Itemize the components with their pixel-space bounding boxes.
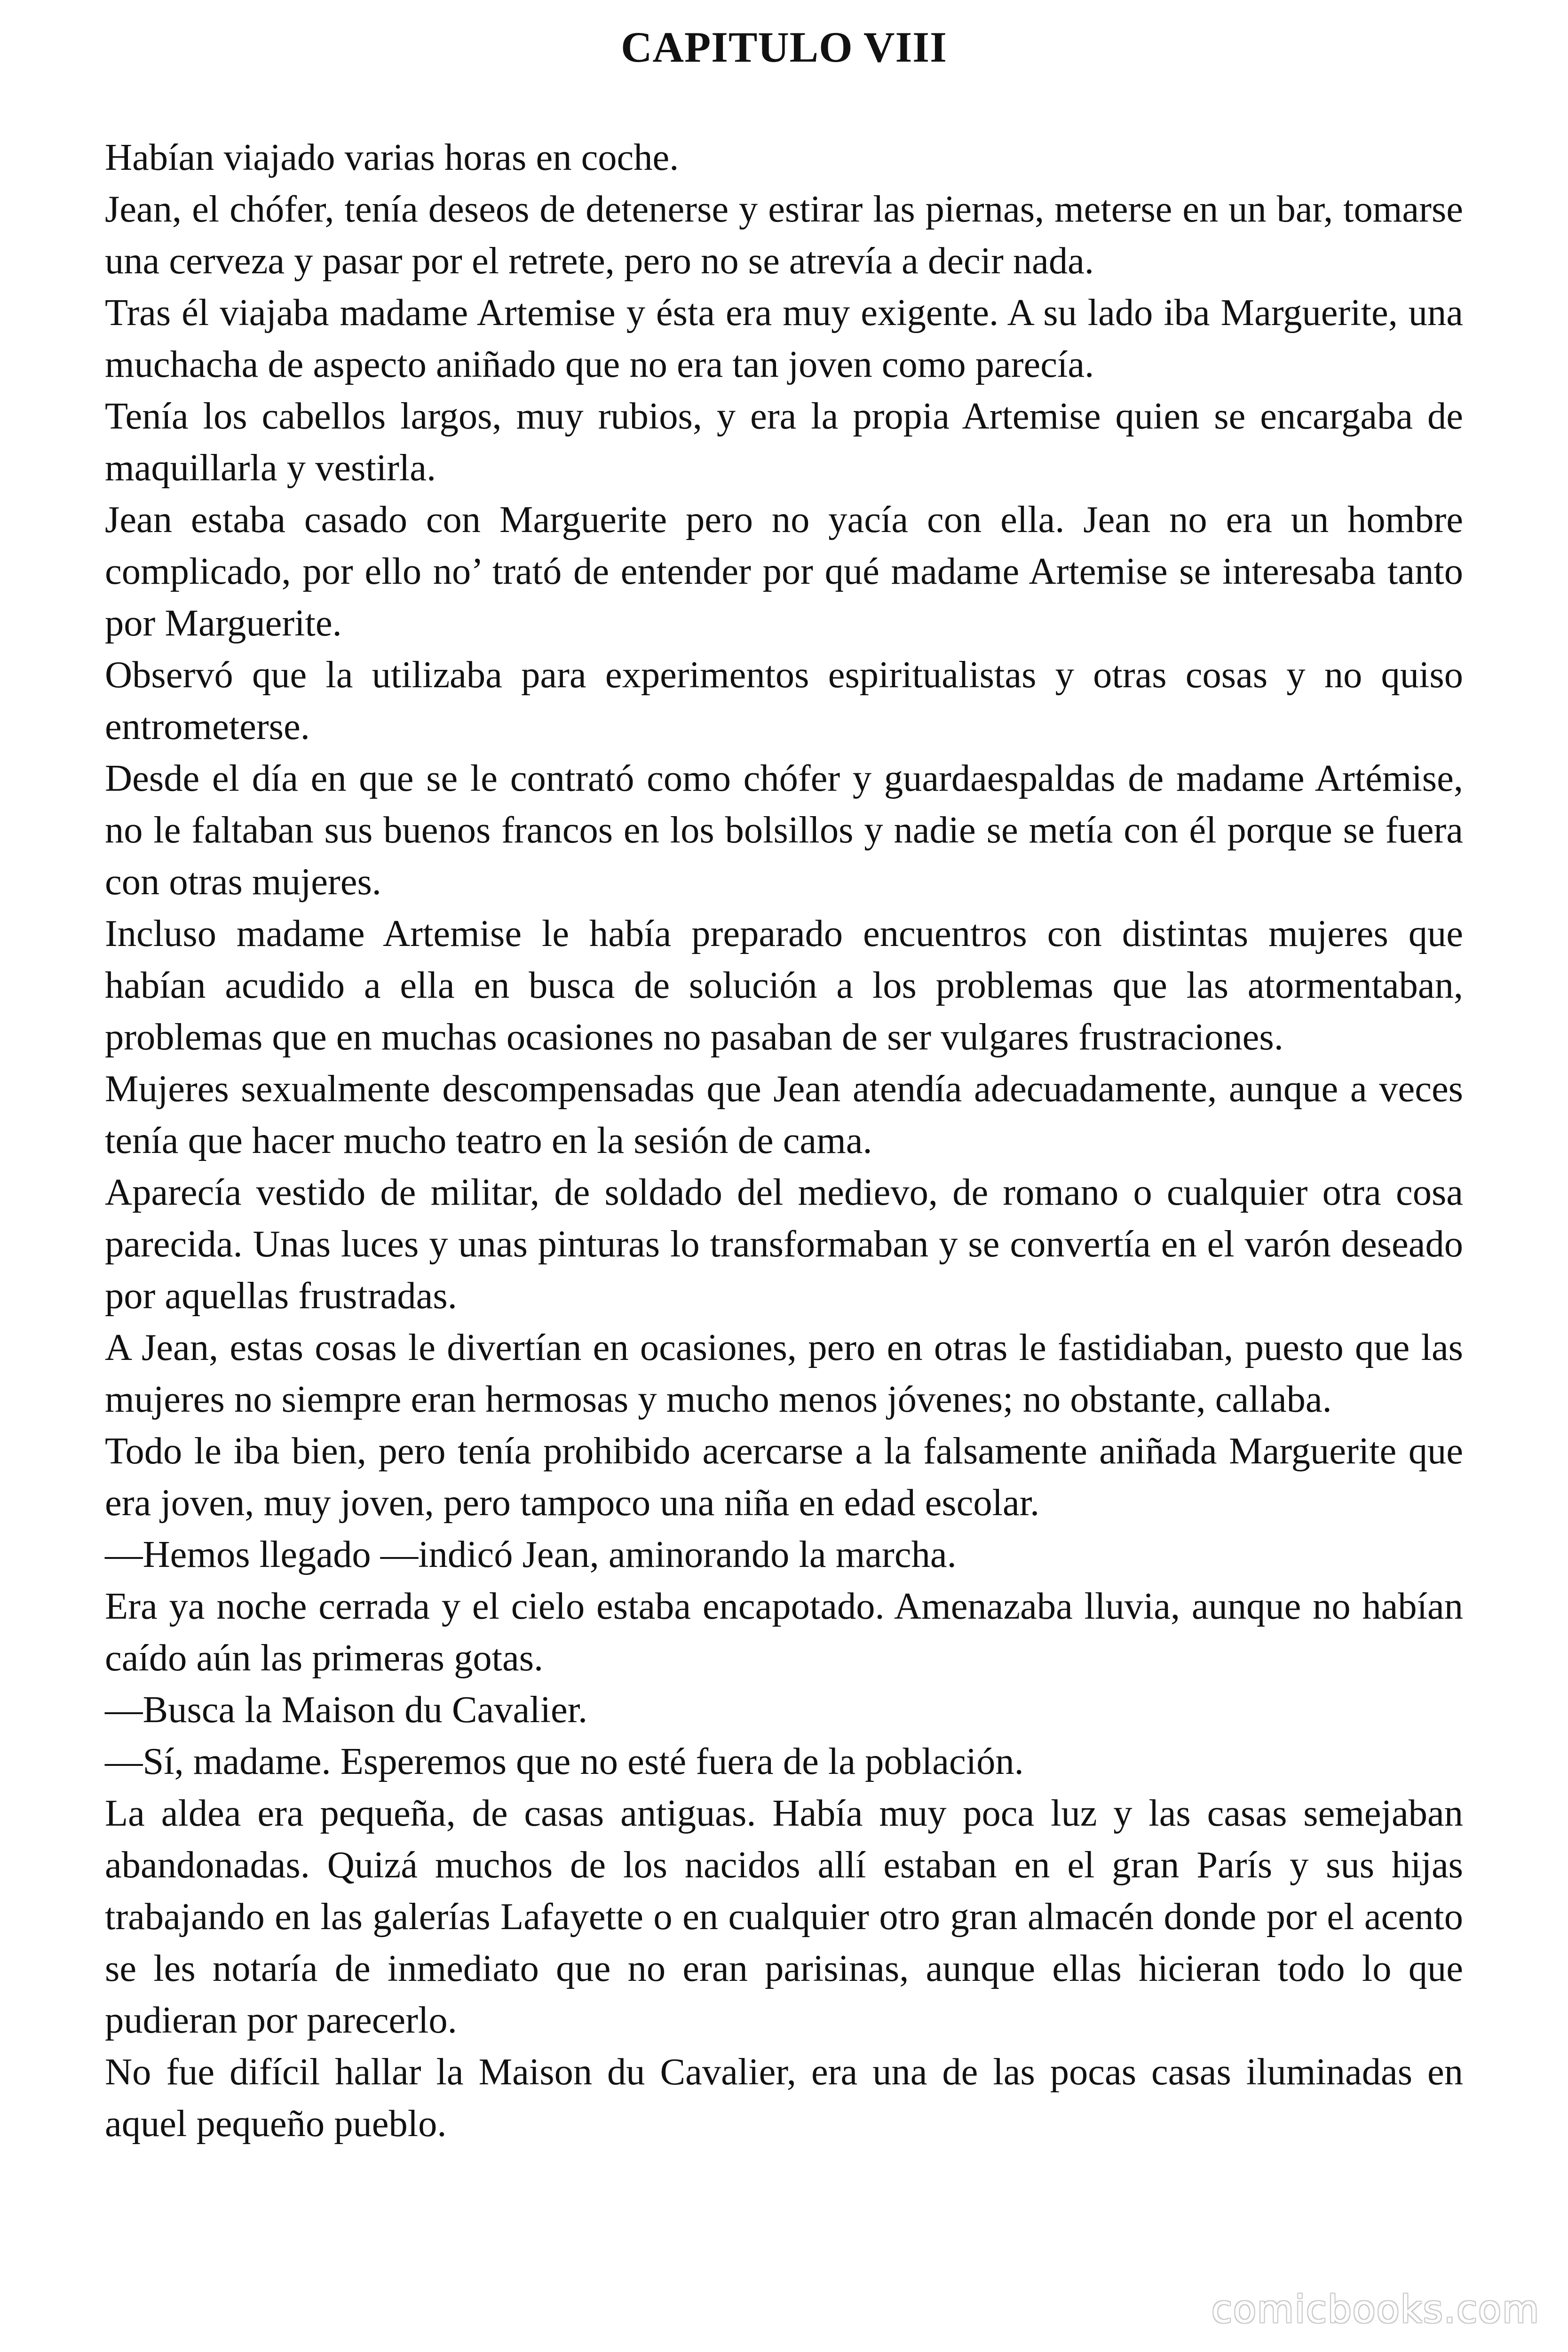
paragraph: A Jean, estas cosas le divertían en ocasiones, pero en otras le fastidiaban, puesto que las mujeres no siempre eran hermosas y mucho menos jóvenes; no obstante, callaba. bbox=[105, 1327, 1463, 1420]
paragraph: Tras él viajaba madame Artemise y ésta era muy exigente. A su lado iba Marguerite, una muchacha de aspecto aniñado que no era tan joven como parecía. bbox=[105, 292, 1463, 385]
chapter-body bbox=[105, 132, 1463, 2150]
paragraph: Jean, el chófer, tenía deseos de detenerse y estirar las piernas, meterse en un bar, tomarse una cerveza y pasar por el retrete, pero no se atrevía a decir nada. bbox=[105, 188, 1463, 282]
paragraph: La aldea era pequeña, de casas antiguas. Había muy poca luz y las casas semejaban abandonadas. Quizá muchos de los nacidos allí estaban en el gran París y sus hijas trabajando en las galerías Lafayette o en cualquier otro gran almacén donde por el acento se les notaría de inmediato que no eran parisinas, aunque ellas hicieran todo lo que pudieran por parecerlo. bbox=[105, 1792, 1463, 2041]
paragraph: Observó que la utilizaba para experimentos espiritualistas y otras cosas y no quiso entrometerse. bbox=[105, 654, 1463, 747]
paragraph: Era ya noche cerrada y el cielo estaba encapotado. Amenazaba lluvia, aunque no habían caído aún las primeras gotas. bbox=[105, 1585, 1463, 1679]
paragraph: Aparecía vestido de militar, de soldado del medievo, de romano o cualquier otra cosa parecida. Unas luces y unas pinturas lo transformaban y se convertía en el varón deseado por aquellas frustradas. bbox=[105, 1171, 1463, 1317]
dialogue-line: —Busca la Maison du Cavalier. bbox=[105, 1689, 588, 1731]
paragraph: Desde el día en que se le contrató como chófer y guardaespaldas de madame Artémise, no le faltaban sus buenos francos en los bolsillos y nadie se metía con él porque se fuera con otras mujeres. bbox=[105, 757, 1463, 903]
watermark: comicbooks.com bbox=[1211, 2288, 1540, 2331]
dialogue-line: —Hemos llegado —indicó Jean, aminorando la marcha. bbox=[105, 1534, 957, 1575]
paragraph: Jean estaba casado con Marguerite pero no yacía con ella. Jean no era un hombre complicado, por ello no’ trató de entender por qué madame Artemise se interesaba tanto por Marguerite. bbox=[105, 499, 1463, 644]
paragraph: Incluso madame Artemise le había preparado encuentros con distintas mujeres que habían acudido a ella en busca de solución a los problemas que las atormentaban, problemas que en muchas ocasiones no pasaban de ser vulgares frustraciones. bbox=[105, 913, 1463, 1058]
paragraph: Todo le iba bien, pero tenía prohibido acercarse a la falsamente aniñada Marguerite que era joven, muy joven, pero tampoco una niña en edad escolar. bbox=[105, 1430, 1463, 1524]
chapter-title: CAPITULO VIII bbox=[621, 23, 947, 71]
paragraph: Mujeres sexualmente descompensadas que Jean atendía adecuadamente, aunque a veces tenía que hacer mucho teatro en la sesión de cama. bbox=[105, 1068, 1463, 1161]
dialogue-line: —Sí, madame. Esperemos que no esté fuera de la población. bbox=[105, 1740, 1024, 1782]
paragraph: No fue difícil hallar la Maison du Cavalier, era una de las pocas casas iluminadas en aquel pequeño pueblo. bbox=[105, 2051, 1463, 2145]
paragraph: Tenía los cabellos largos, muy rubios, y era la propia Artemise quien se encargaba de maquillarla y vestirla. bbox=[105, 395, 1463, 489]
paragraph: Habían viajado varias horas en coche. bbox=[105, 136, 679, 178]
